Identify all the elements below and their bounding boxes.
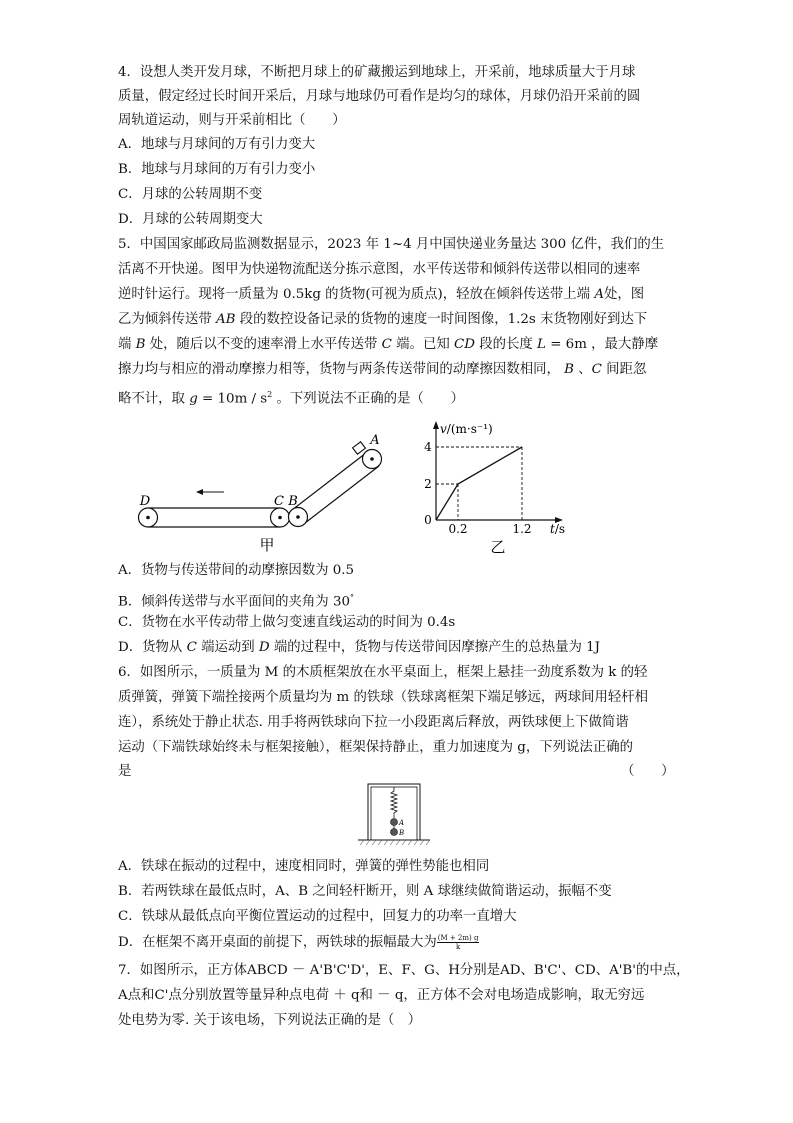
q5-option-c: C．货物在水平传动带上做匀变速直线运动的时间为 0.4s: [118, 615, 456, 630]
q6-stem-line-2: 质弹簧，弹簧下端拴接两个质量均为 m 的铁球（铁球离框架下端足够远，两球间用轻杆相: [118, 690, 649, 705]
pulley-c-axle: [278, 516, 282, 520]
ball-a: [391, 819, 398, 826]
q5-stem-line-3: 逆时针运行。现将一质量为 0.5kg 的货物(可视为质点)，轻放在倾斜传送带上端 A处，图: [118, 287, 645, 302]
label-c: C: [274, 494, 284, 509]
amplitude-fraction: $\frac{(M + 2m) g}{k}$: [437, 934, 479, 951]
q5-stem-line-2: 活离不开快递。图甲为快递物流配送分拣示意图，水平传送带和倾斜传送带以相同的速率: [118, 262, 641, 277]
q7-stem-line-2: A点和C'点分别放置等量异种点电荷 ＋ q和 － q，正方体不会对电场造成影响，取无穷远: [118, 988, 645, 1003]
q5-option-a: A．货物与传送带间的动摩擦因数为 0.5: [118, 563, 355, 578]
pulley-a-axle: [370, 457, 374, 461]
label-b: B: [288, 494, 298, 509]
q5-stem-line-7: 略不计，取 $g = 10m / s^2$ 。下列说法不正确的是（ ）: [118, 390, 464, 407]
label-a: A: [370, 433, 380, 448]
q5-stem-line-4: 乙为倾斜传送带 AB 段的数控设备记录的货物的速度一时间图像，1.2s 末货物刚好到达下: [118, 312, 648, 327]
q6-option-a: A．铁球在振动的过程中，速度相同时，弹簧的弹性势能也相同: [118, 859, 490, 874]
origin-label: 0: [424, 513, 432, 527]
tick-t-0.2: 0.2: [448, 522, 468, 536]
pulley-d-axle: [146, 516, 150, 520]
tick-t-1.2: 1.2: [512, 522, 532, 536]
table-hatching: [360, 840, 430, 845]
q5-option-d: D．货物从 C 端运动到 D 端的过程中，货物与传送带间因摩擦产生的总热量为 1J: [118, 640, 601, 655]
q6-stem-line-1: 6．如图所示，一质量为 M 的木质框架放在水平桌面上，框架上悬挂一劲度系数为 k 的轻: [118, 665, 648, 680]
q6-option-b: B．若两铁球在最低点时，A、B 之间轻杆断开，则 A 球继续做简谐运动，振幅不变: [118, 884, 612, 899]
q4-stem-line-1: 4．设想人类开发月球，不断把月球上的矿藏搬运到地球上，开采前，地球质量大于月球: [118, 65, 636, 80]
velocity-curve: [436, 447, 522, 520]
q6-stem-line-4: 运动（下端铁球始终未与框架接触），框架保持静止，重力加速度为 g，下列说法正确的: [118, 740, 633, 755]
q4-option-d: D．月球的公转周期变大: [118, 212, 263, 227]
inclined-belt-upper: [292, 453, 366, 510]
conveyor-diagram-jia: [130, 430, 390, 555]
caption-jia: 甲: [259, 536, 275, 554]
t-axis-label: t/s: [550, 522, 566, 536]
cargo-box: [353, 442, 366, 454]
q6-stem-line-5: 是 （ ）: [118, 764, 675, 779]
spring: [391, 787, 397, 818]
q5-stem-line-1: 5．中国国家邮政局监测数据显示，2023 年 1~4 月中国快递业务量达 300 亿件，我们的生: [118, 237, 665, 252]
tick-v-4: 4: [424, 440, 432, 454]
q4-stem-line-3: 周轨道运动，则与开采前相比（ ）: [118, 113, 346, 128]
q4-option-b: B．地球与月球间的万有引力变小: [118, 162, 316, 177]
q7-stem-line-3: 处电势为零. 关于该电场，下列说法正确的是（ ）: [118, 1013, 422, 1028]
v-axis-label: v/(m·s⁻¹): [440, 422, 493, 436]
q5-stem-line-5: 端 B 处，随后以不变的速率滑上水平传送带 C 端。已知 CD 段的长度 L = 6m ，最大静摩: [118, 337, 659, 352]
pulley-b-axle: [296, 515, 300, 519]
tick-v-2: 2: [424, 477, 432, 491]
motion-arrow-head: [196, 489, 203, 495]
label-d: D: [139, 494, 151, 509]
v-axis-arrow: [433, 421, 439, 429]
q6-stem-line-3: 连），系统处于静止状态. 用手将两铁球向下拉一小段距离后释放，两铁球便上下做简谐: [118, 715, 629, 730]
q4-option-a: A．地球与月球间的万有引力变大: [118, 137, 316, 152]
label-ball-b: B: [399, 829, 405, 837]
q4-stem-line-2: 质量，假定经过长时间开采后，月球与地球仍可看作是均匀的球体，月球仍沿开采前的圆: [118, 89, 641, 104]
caption-yi: 乙: [490, 538, 506, 556]
q5-option-b: B．倾斜传送带与水平面间的夹角为 30°: [118, 593, 354, 610]
inclined-belt-lower: [305, 466, 379, 523]
q5-stem-line-6: 擦力均与相应的滑动摩擦力相等，货物与两条传送带间的动摩擦因数相同， B 、C 间距忽: [118, 362, 647, 377]
q6-option-c: C．铁球从最低点向平衡位置运动的过程中，回复力的功率一直增大: [118, 909, 517, 924]
q7-stem-line-1: 7．如图所示，正方体ABCD － A'B'C'D'，E、F、G、H分别是AD、B'C'、CD、A'B'的中点，: [118, 963, 690, 978]
spring-frame-diagram: [358, 782, 430, 846]
velocity-time-graph-yi: [420, 412, 580, 557]
label-ball-a: A: [399, 819, 405, 827]
q4-option-c: C．月球的公转周期不变: [118, 187, 263, 202]
ball-b: [391, 829, 398, 836]
q6-option-d: D．在框架不离开桌面的前提下，两铁球的振幅最大为 $\frac{(M + 2m) g}{k}$: [118, 934, 479, 951]
